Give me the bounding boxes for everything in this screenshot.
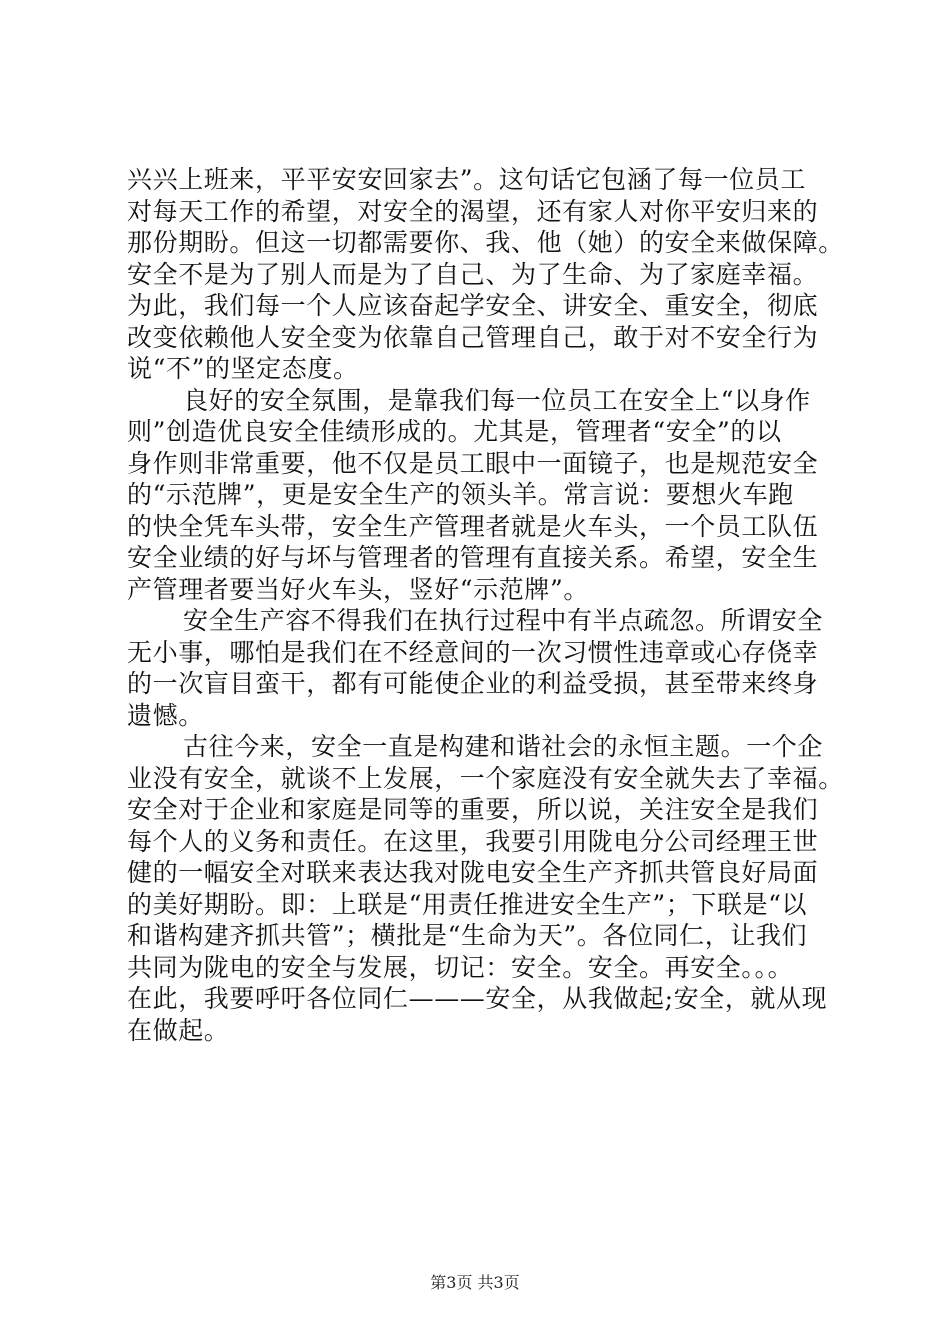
text-line: 安全对于企业和家庭是同等的重要，所以说，关注安全是我们	[127, 795, 819, 824]
paragraph-first-line: 古往今来，安全一直是构建和谐社会的永恒主题。一个企	[183, 732, 824, 761]
text-line: 的一次盲目蛮干，都有可能使企业的利益受损，甚至带来终身	[127, 669, 819, 698]
text-line: 身作则非常重要，他不仅是员工眼中一面镜子，也是规范安全	[127, 448, 819, 478]
text-line: 在做起。	[127, 1015, 230, 1045]
paragraph-first-line: 良好的安全氛围，是靠我们每一位员工在安全上“以身作	[183, 385, 811, 415]
text-line: 为此，我们每一个人应该奋起学安全、讲安全、重安全，彻底	[127, 291, 819, 320]
text-line: 健的一幅安全对联来表达我对陇电安全生产齐抓共管良好局面	[127, 858, 819, 887]
text-line: 和谐构建齐抓共管”；横批是“生命为天”。各位同仁，让我们	[127, 921, 808, 950]
text-line: 业没有安全，就谈不上发展，一个家庭没有安全就失去了幸福。	[127, 763, 844, 793]
text-line: 那份期盼。但这一切都需要你、我、他（她）的安全来做保障。	[127, 228, 844, 257]
page-footer: 第3页 共3页	[430, 1273, 520, 1292]
text-line: 每个人的义务和责任。在这里，我要引用陇电分公司经理王世	[127, 826, 819, 856]
paragraph-first-line: 安全生产容不得我们在执行过程中有半点疏忽。所谓安全	[183, 606, 824, 635]
text-line: 产管理者要当好火车头，竖好“示范牌”。	[127, 574, 589, 604]
text-line: 共同为陇电的安全与发展，切记：安全。安全。再安全。。。	[127, 952, 794, 982]
text-line: 安全不是为了别人而是为了自己、为了生命、为了家庭幸福。	[127, 259, 819, 289]
text-line: 无小事，哪怕是我们在不经意间的一次习惯性违章或心存侥幸	[127, 637, 819, 667]
text-line: 改变依赖他人安全变为依靠自己管理自己，敢于对不安全行为	[127, 322, 819, 352]
document-body	[127, 164, 844, 1046]
text-line: 的美好期盼。即：上联是“用责任推进安全生产”；下联是“以	[127, 889, 808, 919]
text-line: 的“示范牌”，更是安全生产的领头羊。常言说：要想火车跑	[127, 480, 794, 509]
text-line: 的快全凭车头带，安全生产管理者就是火车头，一个员工队伍	[127, 511, 819, 541]
text-line: 安全业绩的好与坏与管理者的管理有直接关系。希望，安全生	[127, 543, 819, 572]
text-line: 对每天工作的希望，对安全的渴望，还有家人对你平安归来的	[127, 196, 819, 226]
text-line: 兴兴上班来，平平安安回家去”。这句话它包涵了每一位员工	[127, 165, 806, 194]
text-line: 则”创造优良安全佳绩形成的。尤其是，管理者“安全”的以	[127, 417, 782, 446]
text-line: 遗憾。	[127, 700, 204, 730]
text-line: 说“不”的坚定态度。	[127, 354, 359, 383]
text-line: 在此，我要呼吁各位同仁———安全，从我做起;安全，就从现	[127, 984, 828, 1013]
